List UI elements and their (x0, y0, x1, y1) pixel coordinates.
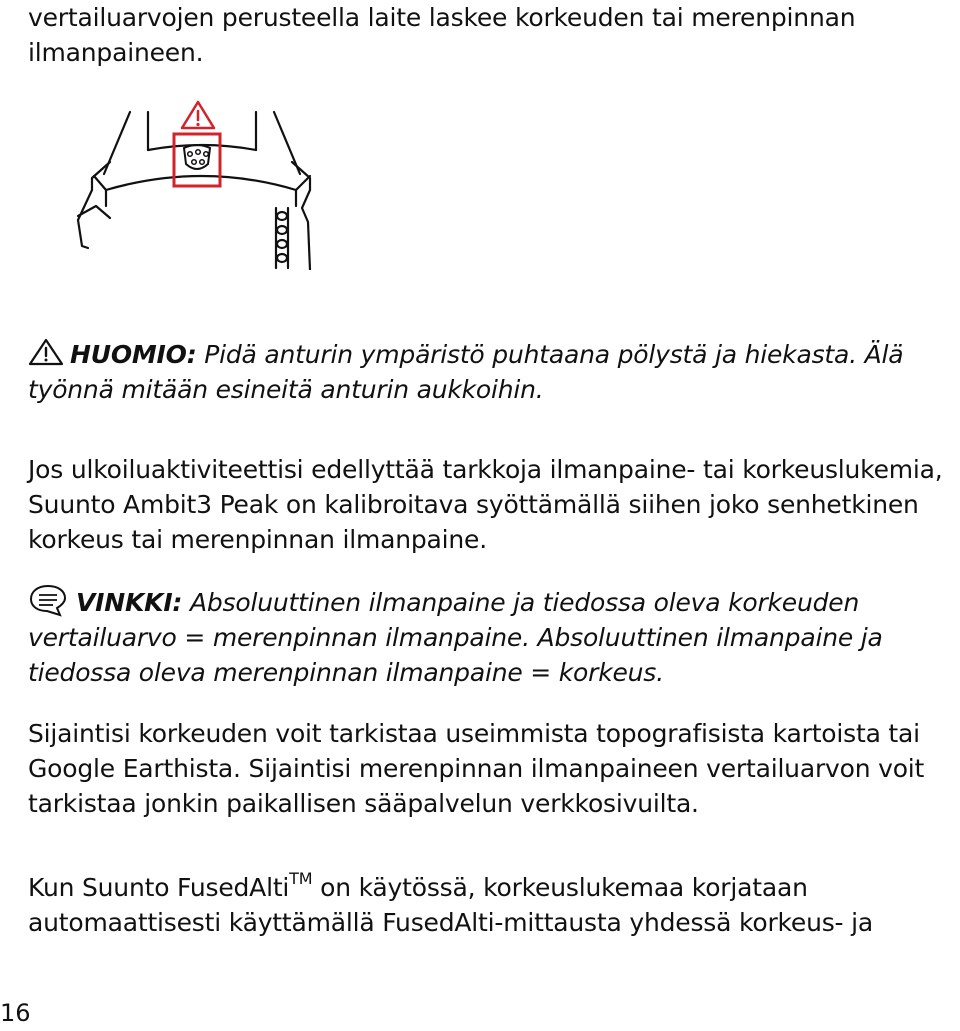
pressure-sensor-highlight (174, 134, 220, 186)
page-number: 16 (0, 999, 31, 1027)
warning-note (28, 337, 958, 407)
intro-paragraph: vertailuarvojen perusteella laite laskee korkeuden tai merenpinnan ilmanpaineen. (28, 3, 856, 67)
calibration-paragraph: Jos ulkoiluaktiviteettisi edellyttää tarkkoja ilmanpaine- tai korkeuslukemia, Suunto Ambit3 Peak on kalibroitava syöttämällä siihen joko senhetkinen korkeus tai merenpinnan ilmanpaine. (28, 455, 943, 554)
tip-note (28, 583, 958, 690)
sensor-warning-icon (182, 102, 214, 128)
side-buttons (276, 208, 288, 268)
speech-bubble-icon (28, 583, 68, 617)
trademark-superscript: TM (289, 869, 313, 888)
fusedalti-text-end: on käytössä, korkeuslukemaa korjataan automaattisesti käyttämällä FusedAlti-mittausta yhdessä korkeus- ja (28, 873, 873, 937)
warning-triangle-icon (28, 338, 64, 366)
tip-text: Absoluuttinen ilmanpaine ja tiedossa oleva korkeuden vertailuarvo = merenpinnan ilmanpaine. Absoluuttinen ilmanpaine ja tiedossa oleva merenpinnan ilmanpaine = korkeus. (28, 588, 883, 687)
watch-sensor-illustration (70, 98, 330, 270)
location-paragraph: Sijaintisi korkeuden voit tarkistaa useimmista topografisista kartoista tai Google Earthista. Sijaintisi merenpinnan ilmanpaineen vertailuarvon voit tarkistaa jonkin paikallisen sääpalvelun verkkosivuilta. (28, 719, 925, 818)
warning-label: HUOMIO: (70, 340, 197, 369)
fusedalti-text-start: Kun Suunto FusedAlti (28, 873, 290, 902)
fusedalti-paragraph (28, 870, 958, 940)
tip-label: VINKKI: (76, 588, 183, 617)
warning-text: Pidä anturin ympäristö puhtaana pölystä ja hiekasta. Älä työnnä mitään esineitä anturin aukkoihin. (28, 340, 904, 404)
